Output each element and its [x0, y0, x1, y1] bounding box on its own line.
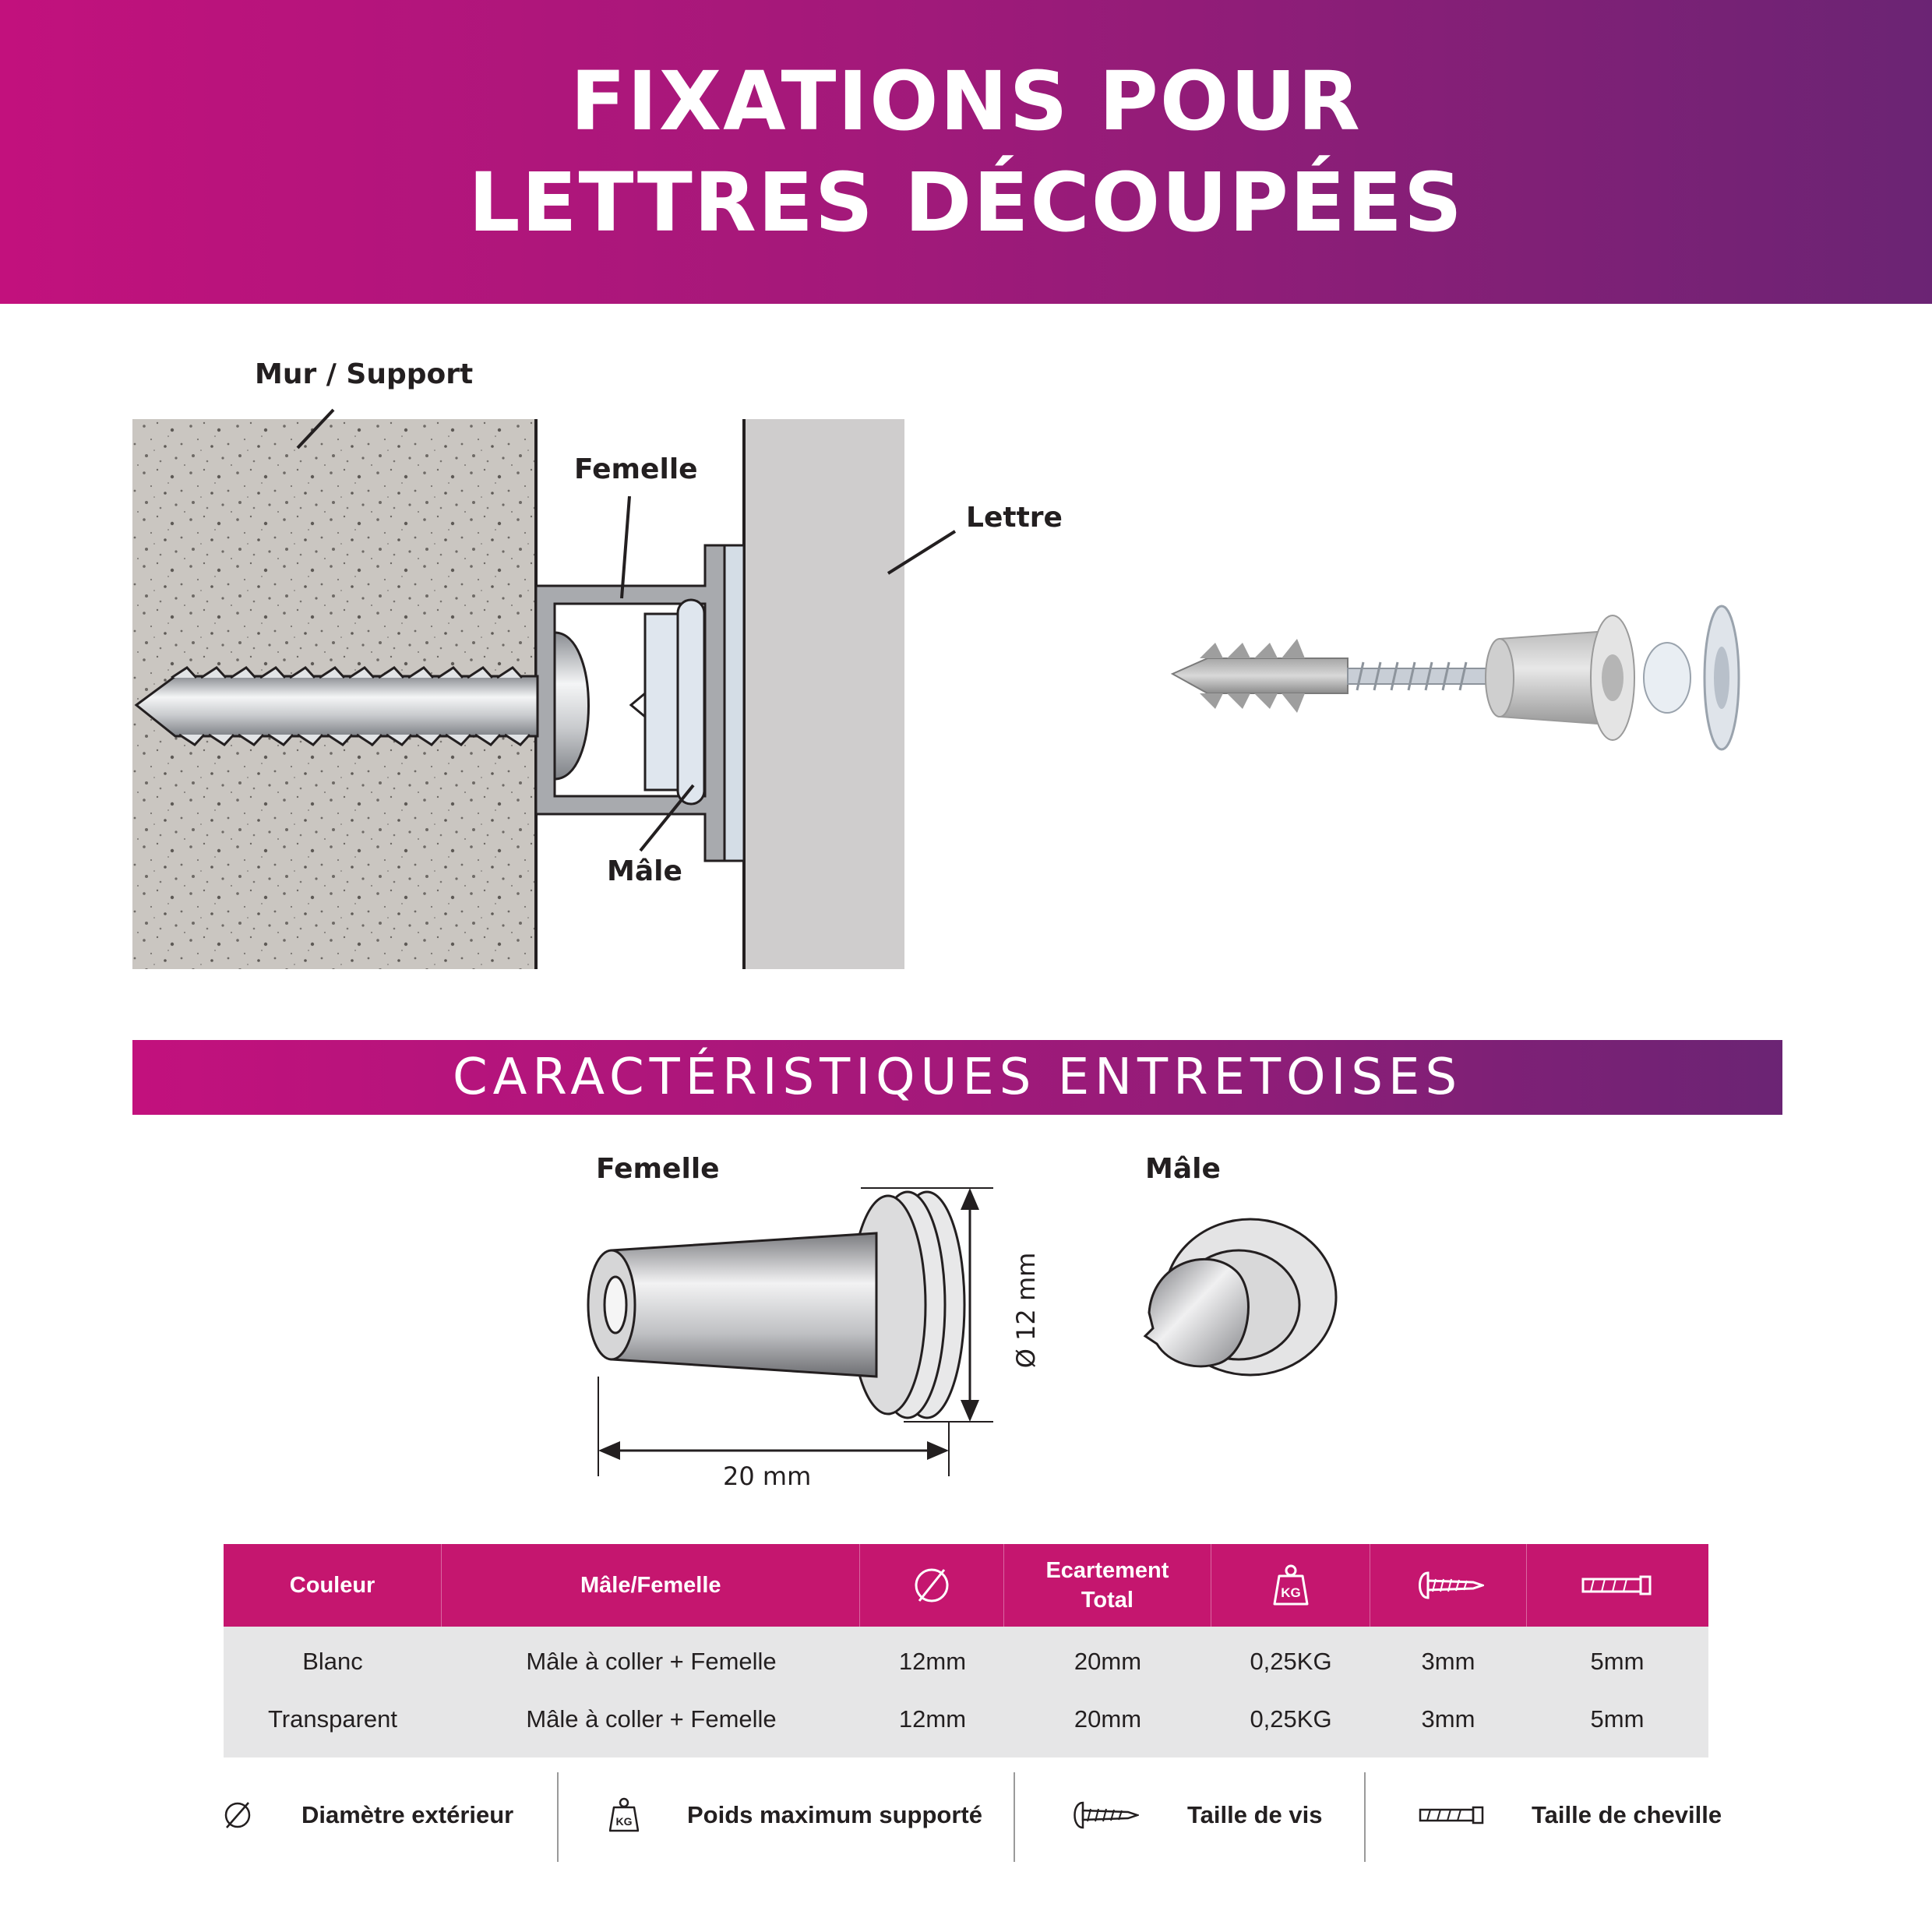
screw-section [136, 676, 538, 736]
col-header-anchor [1527, 1544, 1708, 1627]
letter-panel [744, 419, 904, 969]
col-header-spacing-line2: Total [1081, 1588, 1133, 1613]
label-male: Mâle [607, 855, 682, 887]
legend-screw [1067, 1768, 1322, 1862]
anchor-icon [1418, 1804, 1486, 1826]
label-female: Femelle [574, 453, 698, 485]
label-wall: Mur / Support [255, 358, 474, 390]
cell-type: Mâle à coller + Femelle [526, 1705, 777, 1733]
weight-icon [609, 1797, 639, 1833]
legend-divider [557, 1772, 559, 1862]
male-part-label: Mâle [1145, 1153, 1221, 1185]
cell-screw: 3mm [1421, 1705, 1475, 1733]
table-body [224, 1627, 1708, 1757]
header-banner [0, 0, 1932, 304]
screw-icon [1067, 1800, 1139, 1831]
screw-icon [1412, 1570, 1484, 1601]
col-header-weight [1211, 1544, 1370, 1627]
col-header-diameter [860, 1544, 1003, 1627]
legend-weight-label: Poids maximum supporté [687, 1801, 982, 1828]
assembly-illustration [1153, 592, 1776, 763]
legend-screw-label: Taille de vis [1187, 1801, 1323, 1828]
legend-anchor-label: Taille de cheville [1532, 1801, 1722, 1828]
col-header-spacing-line1: Ecartement [1045, 1558, 1169, 1583]
male-spacer-drawing [1133, 1204, 1359, 1398]
female-spacer-drawing [576, 1172, 1059, 1500]
cell-weight: 0,25KG [1250, 1705, 1332, 1733]
cell-diameter: 12mm [898, 1705, 967, 1733]
mounting-cross-section [0, 304, 1091, 989]
section-title-band [132, 1040, 1782, 1115]
legend-diameter [222, 1768, 513, 1862]
screw-head [555, 633, 589, 779]
length-dimension: 20 mm [723, 1461, 812, 1491]
page-title-line1: FIXATIONS POUR [570, 54, 1362, 149]
cell-diameter: 12mm [898, 1648, 967, 1675]
cell-spacing: 20mm [1074, 1648, 1142, 1675]
col-header-screw [1370, 1544, 1526, 1627]
table-header [224, 1544, 1708, 1627]
assembly-male-spacer [1644, 643, 1690, 713]
col-header-spacing [1004, 1544, 1211, 1627]
legend-divider [1364, 1772, 1366, 1862]
table-row [224, 1633, 1708, 1690]
col-header-color: Couleur [224, 1544, 442, 1627]
svg-text:KG: KG [615, 1815, 633, 1828]
female-part-label: Femelle [596, 1153, 720, 1185]
diameter-dimension: Ø 12 mm [1011, 1252, 1041, 1369]
cell-color: Transparent [268, 1705, 397, 1733]
cell-anchor: 5mm [1590, 1648, 1645, 1675]
legend-diameter-label: Diamètre extérieur [301, 1801, 514, 1828]
legend-weight [609, 1768, 982, 1862]
col-header-type: Mâle/Femelle [442, 1544, 860, 1627]
legend-divider [1014, 1772, 1015, 1862]
section-title: CARACTÉRISTIQUES ENTRETOISES [452, 1049, 1463, 1106]
cell-spacing: 20mm [1074, 1705, 1142, 1733]
assembly-screw [1348, 668, 1488, 684]
svg-text:KG: KG [1280, 1585, 1301, 1600]
legend-anchor [1418, 1768, 1722, 1862]
anchor-icon [1580, 1574, 1655, 1597]
weight-icon [1273, 1564, 1309, 1607]
cell-color: Blanc [302, 1648, 363, 1675]
cell-anchor: 5mm [1590, 1705, 1645, 1733]
page-title-line2: LETTRES DÉCOUPÉES [468, 155, 1464, 250]
diameter-icon [911, 1565, 952, 1606]
cell-screw: 3mm [1421, 1648, 1475, 1675]
cell-type: Mâle à coller + Femelle [526, 1648, 777, 1675]
cell-weight: 0,25KG [1250, 1648, 1332, 1675]
spec-table [224, 1544, 1708, 1757]
table-row [224, 1690, 1708, 1748]
label-letter: Lettre [966, 502, 1063, 534]
diameter-icon [222, 1800, 253, 1831]
wall-plug [1172, 658, 1348, 693]
